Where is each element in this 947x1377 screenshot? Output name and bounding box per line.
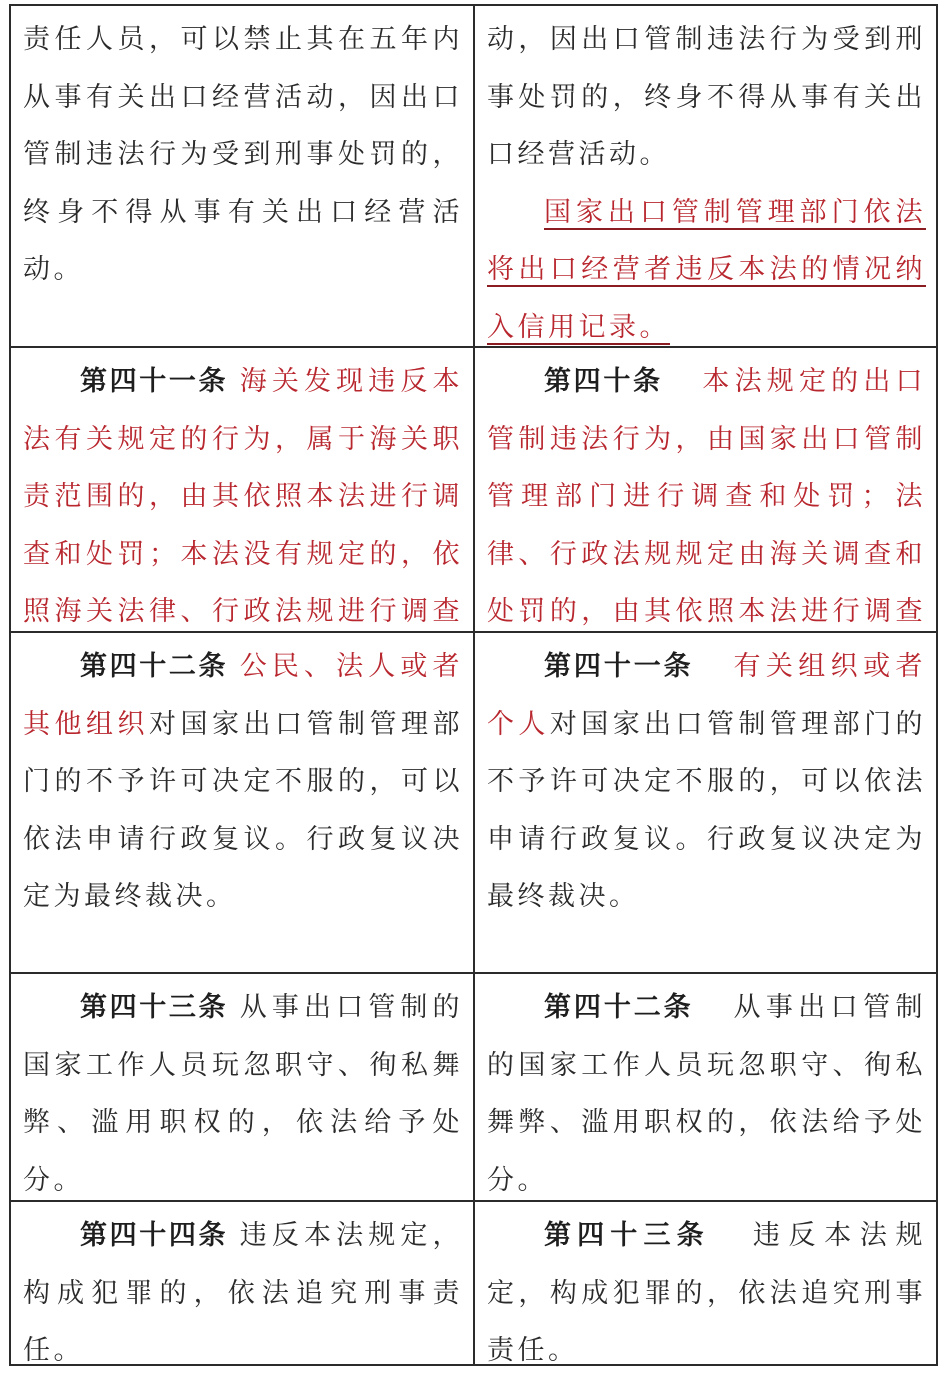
table-cell-new: [11, 348, 473, 631]
comparison-table: [9, 4, 938, 1366]
article-text: [23, 1207, 463, 1364]
text-segment: 公民、法人或者其他组织: [23, 651, 463, 740]
table-cell-original: [473, 633, 936, 972]
article-text: [487, 11, 926, 184]
article-number: 第四十条: [544, 366, 663, 397]
text-segment: 从事出口管制的国家工作人员玩忽职守、徇私舞弊、滥用职权的，依法给予处分。: [23, 992, 463, 1196]
table-cell-new: [11, 6, 473, 346]
added-paragraph: [487, 184, 926, 347]
text-segment: 有关组织或者个人: [487, 651, 927, 740]
text-segment: 海关发现违反本法有关规定的行为，属于海关职责范围的，由其依照本法进行调查和处罚；本法没有规定的，依照海关法律、行政法规进行调查: [23, 366, 463, 627]
table-row: [11, 6, 936, 346]
article-number: 第四十二条: [80, 651, 229, 682]
article-text: [487, 1207, 926, 1364]
table-cell-original: [473, 6, 936, 346]
article-number: 第四十三条: [80, 992, 229, 1023]
highlighted-underlined-text: 国家出口管制管理部门依法将出口经营者违反本法的情况纳入信用记录。: [487, 196, 926, 343]
article-number: 第四十二条: [544, 992, 694, 1023]
table-row: [11, 346, 936, 631]
text-segment: 对国家出口管制管理部门的不予许可决定不服的，可以依法申请行政复议。行政复议决定为最终裁决。: [487, 708, 927, 912]
article-number: 第四十三条: [544, 1220, 710, 1251]
text-segment: 违反本法规定，构成犯罪的，依法追究刑事责任。: [487, 1220, 926, 1364]
article-text: [23, 353, 463, 631]
table-row: [11, 972, 936, 1200]
text-segment: 对国家出口管制管理部门的不予许可决定不服的，可以依法申请行政复议。行政复议决定为最终裁决。: [23, 708, 463, 912]
article-number: 第四十四条: [80, 1220, 229, 1251]
table-cell-original: [473, 974, 936, 1200]
article-text: [23, 638, 463, 926]
article-text: [23, 979, 463, 1200]
text-segment: 本法规定的出口管制违法行为，由国家出口管制管理部门进行调查和处罚；法律、行政法规规定由海关调查和处罚的，由其依照本法进行调查: [487, 366, 927, 627]
article-number: 第四十一条: [544, 651, 694, 682]
table-cell-original: [473, 1202, 936, 1364]
table-row: [11, 631, 936, 972]
text-segment: 从事出口管制的国家工作人员玩忽职守、徇私舞弊、滥用职权的，依法给予处分。: [487, 992, 927, 1196]
article-number: 第四十一条: [80, 366, 229, 397]
table-cell-original: [473, 348, 936, 631]
table-row: [11, 1200, 936, 1364]
article-text: [23, 11, 463, 299]
article-text: [487, 638, 926, 926]
table-cell-new: [11, 633, 473, 972]
article-text: [487, 353, 926, 631]
table-cell-new: [11, 974, 473, 1200]
text-segment: 动，因出口管制违法行为受到刑事处罚的，终身不得从事有关出口经营活动。: [487, 24, 926, 170]
table-cell-new: [11, 1202, 473, 1364]
text-segment: 违反本法规定，构成犯罪的，依法追究刑事责任。: [23, 1220, 463, 1364]
article-text: [487, 979, 926, 1200]
text-segment: 责任人员，可以禁止其在五年内从事有关出口经营活动，因出口管制违法行为受到刑事处罚的，终身不得从事有关出口经营活动。: [23, 24, 463, 285]
